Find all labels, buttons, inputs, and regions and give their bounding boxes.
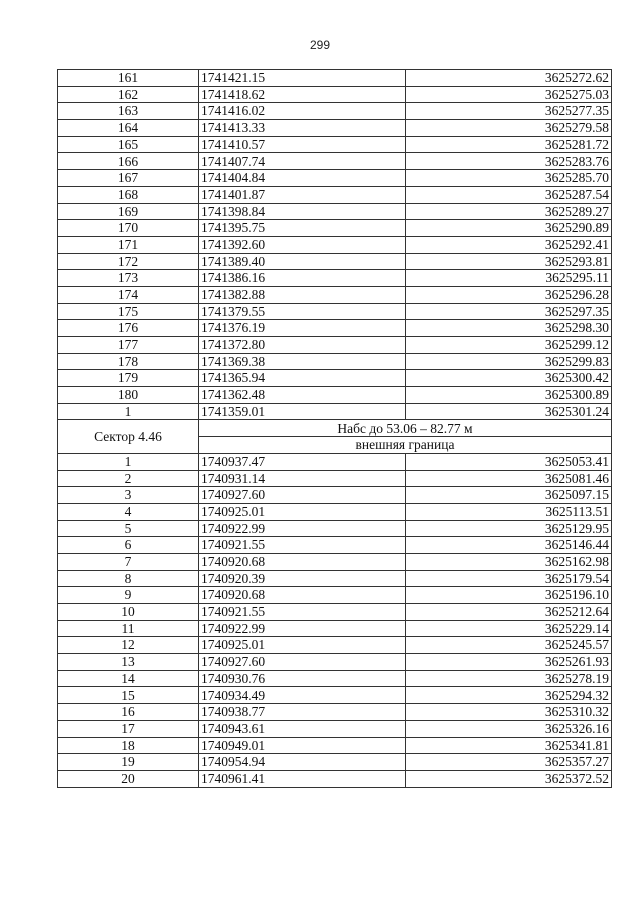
y-coordinate: 3625299.83 (406, 353, 612, 370)
sector-height-range: Набс до 53.06 – 82.77 м (199, 420, 612, 437)
x-coordinate: 1741382.88 (199, 286, 406, 303)
table-row (58, 70, 612, 87)
table-row (58, 604, 612, 621)
x-coordinate: 1741418.62 (199, 86, 406, 103)
point-number: 2 (58, 470, 199, 487)
table-row (58, 720, 612, 737)
table-row (58, 353, 612, 370)
y-coordinate: 3625298.30 (406, 320, 612, 337)
y-coordinate: 3625283.76 (406, 153, 612, 170)
table-row (58, 120, 612, 137)
point-number: 172 (58, 253, 199, 270)
table-row (58, 103, 612, 120)
x-coordinate: 1740930.76 (199, 670, 406, 687)
x-coordinate: 1741410.57 (199, 136, 406, 153)
y-coordinate: 3625272.62 (406, 70, 612, 87)
x-coordinate: 1740922.99 (199, 620, 406, 637)
x-coordinate: 1741389.40 (199, 253, 406, 270)
x-coordinate: 1740961.41 (199, 770, 406, 787)
x-coordinate: 1741421.15 (199, 70, 406, 87)
table-row (58, 370, 612, 387)
point-number: 180 (58, 387, 199, 404)
table-row (58, 570, 612, 587)
table-row (58, 136, 612, 153)
coordinates-table (57, 69, 612, 788)
x-coordinate: 1741359.01 (199, 403, 406, 420)
y-coordinate: 3625357.27 (406, 754, 612, 771)
y-coordinate: 3625326.16 (406, 720, 612, 737)
table-row (58, 654, 612, 671)
y-coordinate: 3625297.35 (406, 303, 612, 320)
x-coordinate: 1740954.94 (199, 754, 406, 771)
y-coordinate: 3625310.32 (406, 704, 612, 721)
table-row (58, 337, 612, 354)
x-coordinate: 1740925.01 (199, 637, 406, 654)
point-number: 14 (58, 670, 199, 687)
point-number: 174 (58, 286, 199, 303)
y-coordinate: 3625300.42 (406, 370, 612, 387)
table-row (58, 203, 612, 220)
table-row (58, 270, 612, 287)
y-coordinate: 3625301.24 (406, 403, 612, 420)
x-coordinate: 1741401.87 (199, 186, 406, 203)
sector-name: Сектор 4.46 (58, 420, 199, 453)
point-number: 20 (58, 770, 199, 787)
point-number: 166 (58, 153, 199, 170)
x-coordinate: 1740921.55 (199, 604, 406, 621)
point-number: 164 (58, 120, 199, 137)
y-coordinate: 3625146.44 (406, 537, 612, 554)
x-coordinate: 1740943.61 (199, 720, 406, 737)
x-coordinate: 1741407.74 (199, 153, 406, 170)
point-number: 161 (58, 70, 199, 87)
y-coordinate: 3625212.64 (406, 604, 612, 621)
point-number: 1 (58, 453, 199, 470)
x-coordinate: 1741386.16 (199, 270, 406, 287)
point-number: 8 (58, 570, 199, 587)
y-coordinate: 3625113.51 (406, 503, 612, 520)
y-coordinate: 3625293.81 (406, 253, 612, 270)
point-number: 7 (58, 553, 199, 570)
table-body-after (58, 453, 612, 787)
table-row (58, 687, 612, 704)
y-coordinate: 3625275.03 (406, 86, 612, 103)
x-coordinate: 1740934.49 (199, 687, 406, 704)
point-number: 163 (58, 103, 199, 120)
y-coordinate: 3625294.32 (406, 687, 612, 704)
y-coordinate: 3625300.89 (406, 387, 612, 404)
x-coordinate: 1740920.68 (199, 553, 406, 570)
x-coordinate: 1741398.84 (199, 203, 406, 220)
x-coordinate: 1740931.14 (199, 470, 406, 487)
table-row (58, 770, 612, 787)
y-coordinate: 3625295.11 (406, 270, 612, 287)
point-number: 19 (58, 754, 199, 771)
point-number: 12 (58, 637, 199, 654)
table-row (58, 170, 612, 187)
y-coordinate: 3625053.41 (406, 453, 612, 470)
point-number: 178 (58, 353, 199, 370)
x-coordinate: 1740937.47 (199, 453, 406, 470)
point-number: 5 (58, 520, 199, 537)
x-coordinate: 1741369.38 (199, 353, 406, 370)
table-row (58, 220, 612, 237)
x-coordinate: 1741365.94 (199, 370, 406, 387)
y-coordinate: 3625097.15 (406, 487, 612, 504)
x-coordinate: 1740927.60 (199, 654, 406, 671)
point-number: 4 (58, 503, 199, 520)
y-coordinate: 3625129.95 (406, 520, 612, 537)
table-row (58, 403, 612, 420)
table-row (58, 704, 612, 721)
table-row (58, 86, 612, 103)
x-coordinate: 1741395.75 (199, 220, 406, 237)
table-row (58, 537, 612, 554)
y-coordinate: 3625292.41 (406, 236, 612, 253)
point-number: 18 (58, 737, 199, 754)
point-number: 177 (58, 337, 199, 354)
table-body-before (58, 70, 612, 420)
y-coordinate: 3625296.28 (406, 286, 612, 303)
point-number: 168 (58, 186, 199, 203)
page-number: 299 (309, 38, 331, 52)
point-number: 162 (58, 86, 199, 103)
y-coordinate: 3625279.58 (406, 120, 612, 137)
table-row (58, 754, 612, 771)
x-coordinate: 1740927.60 (199, 487, 406, 504)
x-coordinate: 1740920.39 (199, 570, 406, 587)
table-row (58, 553, 612, 570)
point-number: 1 (58, 403, 199, 420)
table-row (58, 587, 612, 604)
table-row (58, 670, 612, 687)
y-coordinate: 3625299.12 (406, 337, 612, 354)
point-number: 175 (58, 303, 199, 320)
y-coordinate: 3625287.54 (406, 186, 612, 203)
table-row (58, 637, 612, 654)
x-coordinate: 1740925.01 (199, 503, 406, 520)
y-coordinate: 3625277.35 (406, 103, 612, 120)
point-number: 173 (58, 270, 199, 287)
y-coordinate: 3625229.14 (406, 620, 612, 637)
point-number: 165 (58, 136, 199, 153)
table-row (58, 487, 612, 504)
y-coordinate: 3625278.19 (406, 670, 612, 687)
table-row (58, 520, 612, 537)
point-number: 9 (58, 587, 199, 604)
table-row (58, 503, 612, 520)
x-coordinate: 1741362.48 (199, 387, 406, 404)
point-number: 3 (58, 487, 199, 504)
sector-boundary: внешняя граница (199, 437, 612, 454)
point-number: 16 (58, 704, 199, 721)
x-coordinate: 1741392.60 (199, 236, 406, 253)
table-row (58, 303, 612, 320)
y-coordinate: 3625261.93 (406, 654, 612, 671)
point-number: 10 (58, 604, 199, 621)
point-number: 15 (58, 687, 199, 704)
point-number: 11 (58, 620, 199, 637)
y-coordinate: 3625081.46 (406, 470, 612, 487)
table-row (58, 186, 612, 203)
table-row (58, 236, 612, 253)
table-row (58, 620, 612, 637)
x-coordinate: 1741404.84 (199, 170, 406, 187)
x-coordinate: 1741416.02 (199, 103, 406, 120)
x-coordinate: 1741379.55 (199, 303, 406, 320)
point-number: 6 (58, 537, 199, 554)
point-number: 167 (58, 170, 199, 187)
table-row (58, 320, 612, 337)
y-coordinate: 3625162.98 (406, 553, 612, 570)
y-coordinate: 3625281.72 (406, 136, 612, 153)
y-coordinate: 3625372.52 (406, 770, 612, 787)
point-number: 13 (58, 654, 199, 671)
sector-header-row (58, 420, 612, 437)
y-coordinate: 3625196.10 (406, 587, 612, 604)
y-coordinate: 3625290.89 (406, 220, 612, 237)
table-row (58, 737, 612, 754)
point-number: 17 (58, 720, 199, 737)
table-row (58, 470, 612, 487)
point-number: 176 (58, 320, 199, 337)
x-coordinate: 1740922.99 (199, 520, 406, 537)
table-row (58, 387, 612, 404)
table-row (58, 453, 612, 470)
y-coordinate: 3625341.81 (406, 737, 612, 754)
point-number: 169 (58, 203, 199, 220)
point-number: 179 (58, 370, 199, 387)
sector-header (58, 420, 612, 453)
x-coordinate: 1740920.68 (199, 587, 406, 604)
x-coordinate: 1741376.19 (199, 320, 406, 337)
x-coordinate: 1741413.33 (199, 120, 406, 137)
y-coordinate: 3625289.27 (406, 203, 612, 220)
table-row (58, 253, 612, 270)
y-coordinate: 3625245.57 (406, 637, 612, 654)
y-coordinate: 3625179.54 (406, 570, 612, 587)
table-row (58, 286, 612, 303)
x-coordinate: 1740949.01 (199, 737, 406, 754)
y-coordinate: 3625285.70 (406, 170, 612, 187)
table-row (58, 153, 612, 170)
x-coordinate: 1741372.80 (199, 337, 406, 354)
x-coordinate: 1740938.77 (199, 704, 406, 721)
point-number: 170 (58, 220, 199, 237)
point-number: 171 (58, 236, 199, 253)
x-coordinate: 1740921.55 (199, 537, 406, 554)
